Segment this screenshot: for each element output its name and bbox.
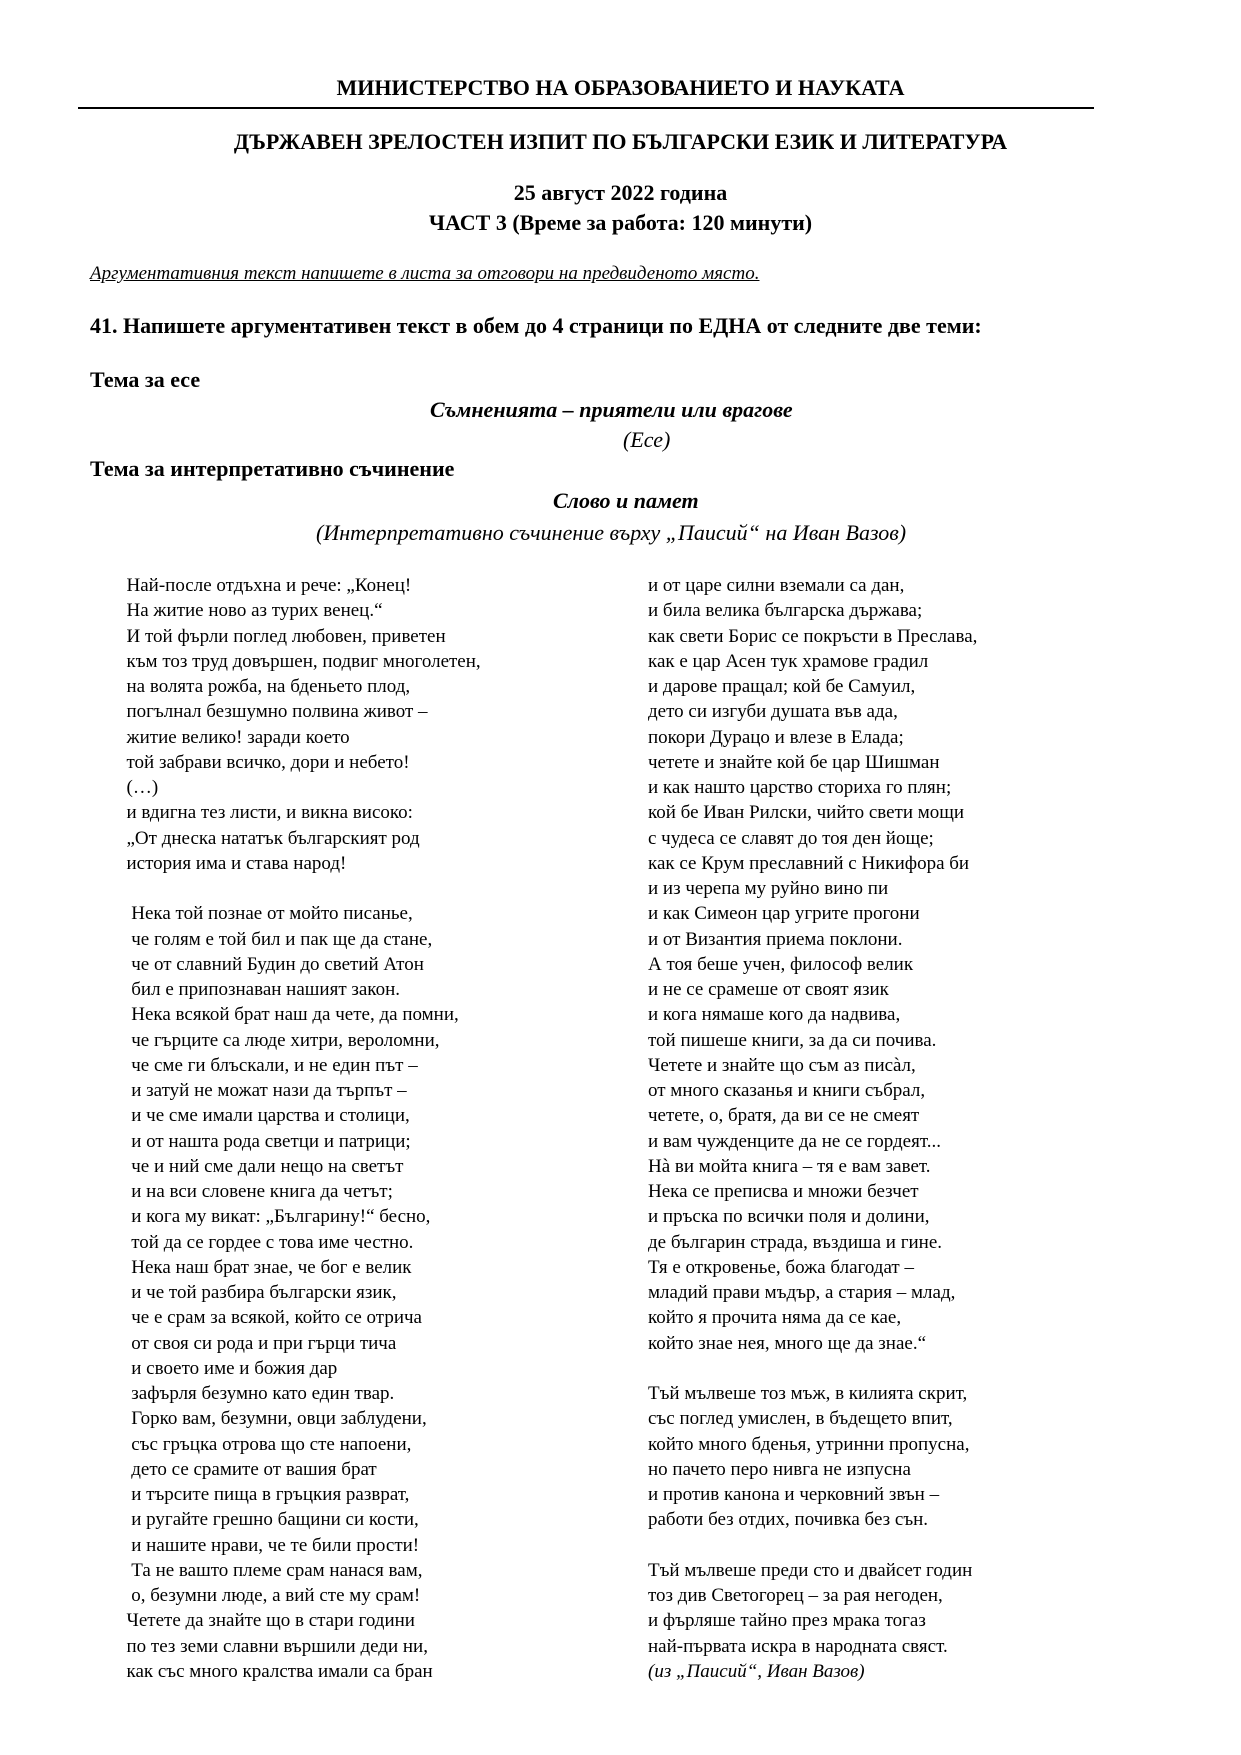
poem-line: и как нашто царство сториха го плян; [648, 777, 952, 798]
stanza-gap [648, 1533, 977, 1558]
poem-line: и дарове пращал; кой бе Самуил, [648, 676, 916, 697]
poem-line: четете и знайте кой бе цар Шишман [648, 751, 940, 773]
essay-topic-subtitle: (Есе) [623, 427, 671, 452]
poem-line: (…) [117, 777, 159, 798]
poem-line: и как Симеон цар угрите прогони [648, 903, 920, 925]
poem-line: Нека наш брат знае, че бог е велик [117, 1256, 412, 1278]
poem-line: история има и става народ! [117, 852, 347, 874]
poem-line: най-първата искра в народната свяст. [648, 1635, 948, 1657]
poem-line: че и ний сме дали нещо на светът [117, 1155, 404, 1177]
poem-line: и била велика българска държава; [648, 600, 923, 622]
poem-line: и кога му викат: „Българину!“ бесно, [117, 1206, 431, 1228]
poem-line: и не се срамеше от своят язик [648, 979, 889, 1000]
poem-line: покори Дурацо и влезе в Елада; [648, 726, 904, 748]
poem-column-left [117, 573, 481, 1684]
essay-topic-label: Тема за есе [90, 367, 201, 392]
poem-line: с чудеса се славят до тоя ден йоще; [648, 827, 934, 849]
poem-line: А тоя беше учен, философ велик [648, 953, 914, 975]
poem-line: и от Византия приема поклони. [648, 928, 903, 950]
poem-line: житие велико! заради което [117, 726, 350, 748]
poem-line: но пачето перо нивга не изпусна [648, 1458, 911, 1480]
poem-line: че сме ги блъскали, и не един път – [117, 1054, 418, 1076]
poem-line: той да се гордее с това име честно. [117, 1231, 414, 1253]
poem-line: към тоз труд довършен, подвиг многолетен, [117, 650, 481, 672]
poem-line: със поглед умислен, в бъдещето впит, [648, 1408, 953, 1430]
poem-line: на волята рожба, на бденьето плод, [117, 676, 411, 697]
poem-line: и из черепа му руйно вино пи [648, 878, 889, 899]
poem-line: по тез земи славни вършили деди ни, [117, 1635, 428, 1657]
poem-line: и от царе силни вземали са дан, [648, 575, 905, 596]
stanza-gap [648, 1356, 977, 1381]
poem-line: Нека той познае от мойто писанье, [117, 903, 413, 925]
poem-line: дето се срамите от вашия брат [117, 1458, 377, 1480]
poem-line: и че сме имали царства и столици, [117, 1105, 410, 1127]
poem-line: и ругайте грешно бащини си кости, [117, 1509, 419, 1531]
poem-line: младий прави мъдър, а стария – млад, [648, 1282, 956, 1303]
poem-line: Тъй мълвеше тоз мъж, в килията скрит, [648, 1383, 968, 1404]
poem-line: който знае нея, много ще да знае.“ [648, 1332, 927, 1354]
poem-line: тоз див Светогорец – за рая негоден, [648, 1585, 943, 1606]
poem-line: той забрави всичко, дори и небето! [117, 751, 410, 773]
poem-line: той пишеше книги, за да си почива. [648, 1029, 937, 1051]
poem-line: Тъй мълвеше преди сто и двайсет годин [648, 1559, 973, 1581]
poem-line: и своето име и божия дар [117, 1357, 338, 1379]
stanza-gap [117, 876, 481, 901]
poem-line: че гърците са люде хитри, вероломни, [117, 1029, 440, 1051]
instruction-text: Аргументативния текст напишете в листа за отговори на предвиденото място. [90, 263, 760, 284]
poem-line: как свети Борис се покръсти в Преслава, [648, 625, 978, 647]
poem-line: Та не вашто племе срам нанася вам, [117, 1559, 423, 1581]
essay-topic-title: Съмненията – приятели или врагове [430, 397, 793, 422]
poem-source: (из „Паисий“, Иван Вазов) [648, 1660, 865, 1682]
poem-line: със гръцка отрова що сте напоени, [117, 1433, 412, 1455]
poem-line: и търсите пища в гръцкия разврат, [117, 1484, 410, 1505]
poem-line: Горко вам, безумни, овци заблудени, [117, 1408, 427, 1430]
poem-line: как се Крум преславний с Никифора би [648, 852, 970, 874]
poem-line: и пръска по всички поля и долини, [648, 1206, 930, 1228]
poem-column-right [648, 573, 977, 1684]
header-divider [78, 107, 1094, 109]
exam-date: 25 август 2022 година [513, 180, 728, 205]
poem-line: четете, о, братя, да ви се не смеят [648, 1105, 920, 1127]
poem-line: и кога нямаше кого да надвива, [648, 1004, 901, 1026]
poem-line: работи без отдих, почивка без сън. [648, 1509, 929, 1531]
poem-line: от много сказанья и книги събрал, [648, 1080, 926, 1101]
poem-line: И той фърли поглед любовен, приветен [117, 625, 446, 647]
poem-line: о, безумни люде, а вий сте му срам! [117, 1585, 421, 1606]
poem-line: че голям е той бил и пак ще да стане, [117, 928, 433, 950]
poem-line: и че той разбира български язик, [117, 1282, 397, 1303]
poem-line: че е срам за всякой, който се отрича [117, 1307, 422, 1329]
poem-line: Четете да знайте що в стари години [117, 1610, 415, 1632]
interpretive-topic-label: Тема за интерпретативно съчинение [90, 456, 455, 481]
poem-line: от своя си рода и при гърци тича [117, 1332, 397, 1354]
poem-line: Най-после отдъхна и рече: „Конец! [117, 575, 412, 596]
poem-line: който я прочита няма да се кае, [648, 1307, 902, 1329]
poem-line: зафърля безумно като един твар. [117, 1383, 395, 1404]
poem-line: бил е припознаван нашият закон. [117, 979, 400, 1000]
poem-line: „От днеска нататък българският род [117, 827, 420, 849]
poem-line: Тя е откровенье, божа благодат – [648, 1256, 914, 1278]
poem-line: де българин страда, въздиша и гине. [648, 1231, 943, 1253]
poem-line: Четете и знайте що съм аз писàл, [648, 1054, 916, 1076]
poem-line: На житие ново аз турих венец.“ [117, 600, 383, 622]
poem-line: Нека всякой брат наш да чете, да помни, [117, 1004, 459, 1026]
exam-part: ЧАСТ 3 (Време за работа: 120 минути) [428, 210, 813, 235]
poem-line: Нека се преписва и множи безчет [648, 1181, 919, 1202]
poem-line: и вдигна тез листи, и викна високо: [117, 802, 413, 824]
poem-line: дето си изгуби душата във ада, [648, 701, 898, 723]
poem-line: и вам чужденците да не се гордеят... [648, 1130, 941, 1152]
exam-title: ДЪРЖАВЕН ЗРЕЛОСТЕН ИЗПИТ ПО БЪЛГАРСКИ ЕЗИК И ЛИТЕРАТУРА [233, 129, 1008, 154]
poem-line: и против канона и черковний звън – [648, 1484, 940, 1505]
poem-line: че от славний Будин до светий Атон [117, 953, 424, 975]
poem-line: и от нашта рода светци и патрици; [117, 1130, 411, 1152]
poem-line: и фърляше тайно през мрака тогаз [648, 1610, 926, 1632]
poem-line: как е цар Асен тук храмове градил [648, 650, 929, 672]
ministry-heading: МИНИСТЕРСТВО НА ОБРАЗОВАНИЕТО И НАУКАТА [336, 75, 905, 100]
poem-line: погълнал безшумно полвина живот – [117, 701, 428, 723]
interpretive-topic-subtitle: (Интерпретативно съчинение върху „Паисий“ на Иван Вазов) [316, 520, 907, 545]
poem-line: как със много кралства имали са бран [117, 1660, 433, 1682]
poem-line: и затуй не можат нази да търпът – [117, 1080, 407, 1101]
poem-line: и на вси словене книга да четът; [117, 1181, 393, 1202]
poem-line: и нашите нрави, че те били прости! [117, 1534, 420, 1556]
poem-line: който много бденья, утринни пропусна, [648, 1433, 970, 1455]
task-question: 41. Напишете аргументативен текст в обем до 4 страници по ЕДНА от следните две теми: [90, 313, 982, 338]
interpretive-topic-title: Слово и памет [553, 488, 699, 513]
poem-line: кой бе Иван Рилски, чийто свети мощи [648, 802, 965, 824]
poem-line: Нà ви мойта книга – тя е вам завет. [648, 1155, 931, 1177]
